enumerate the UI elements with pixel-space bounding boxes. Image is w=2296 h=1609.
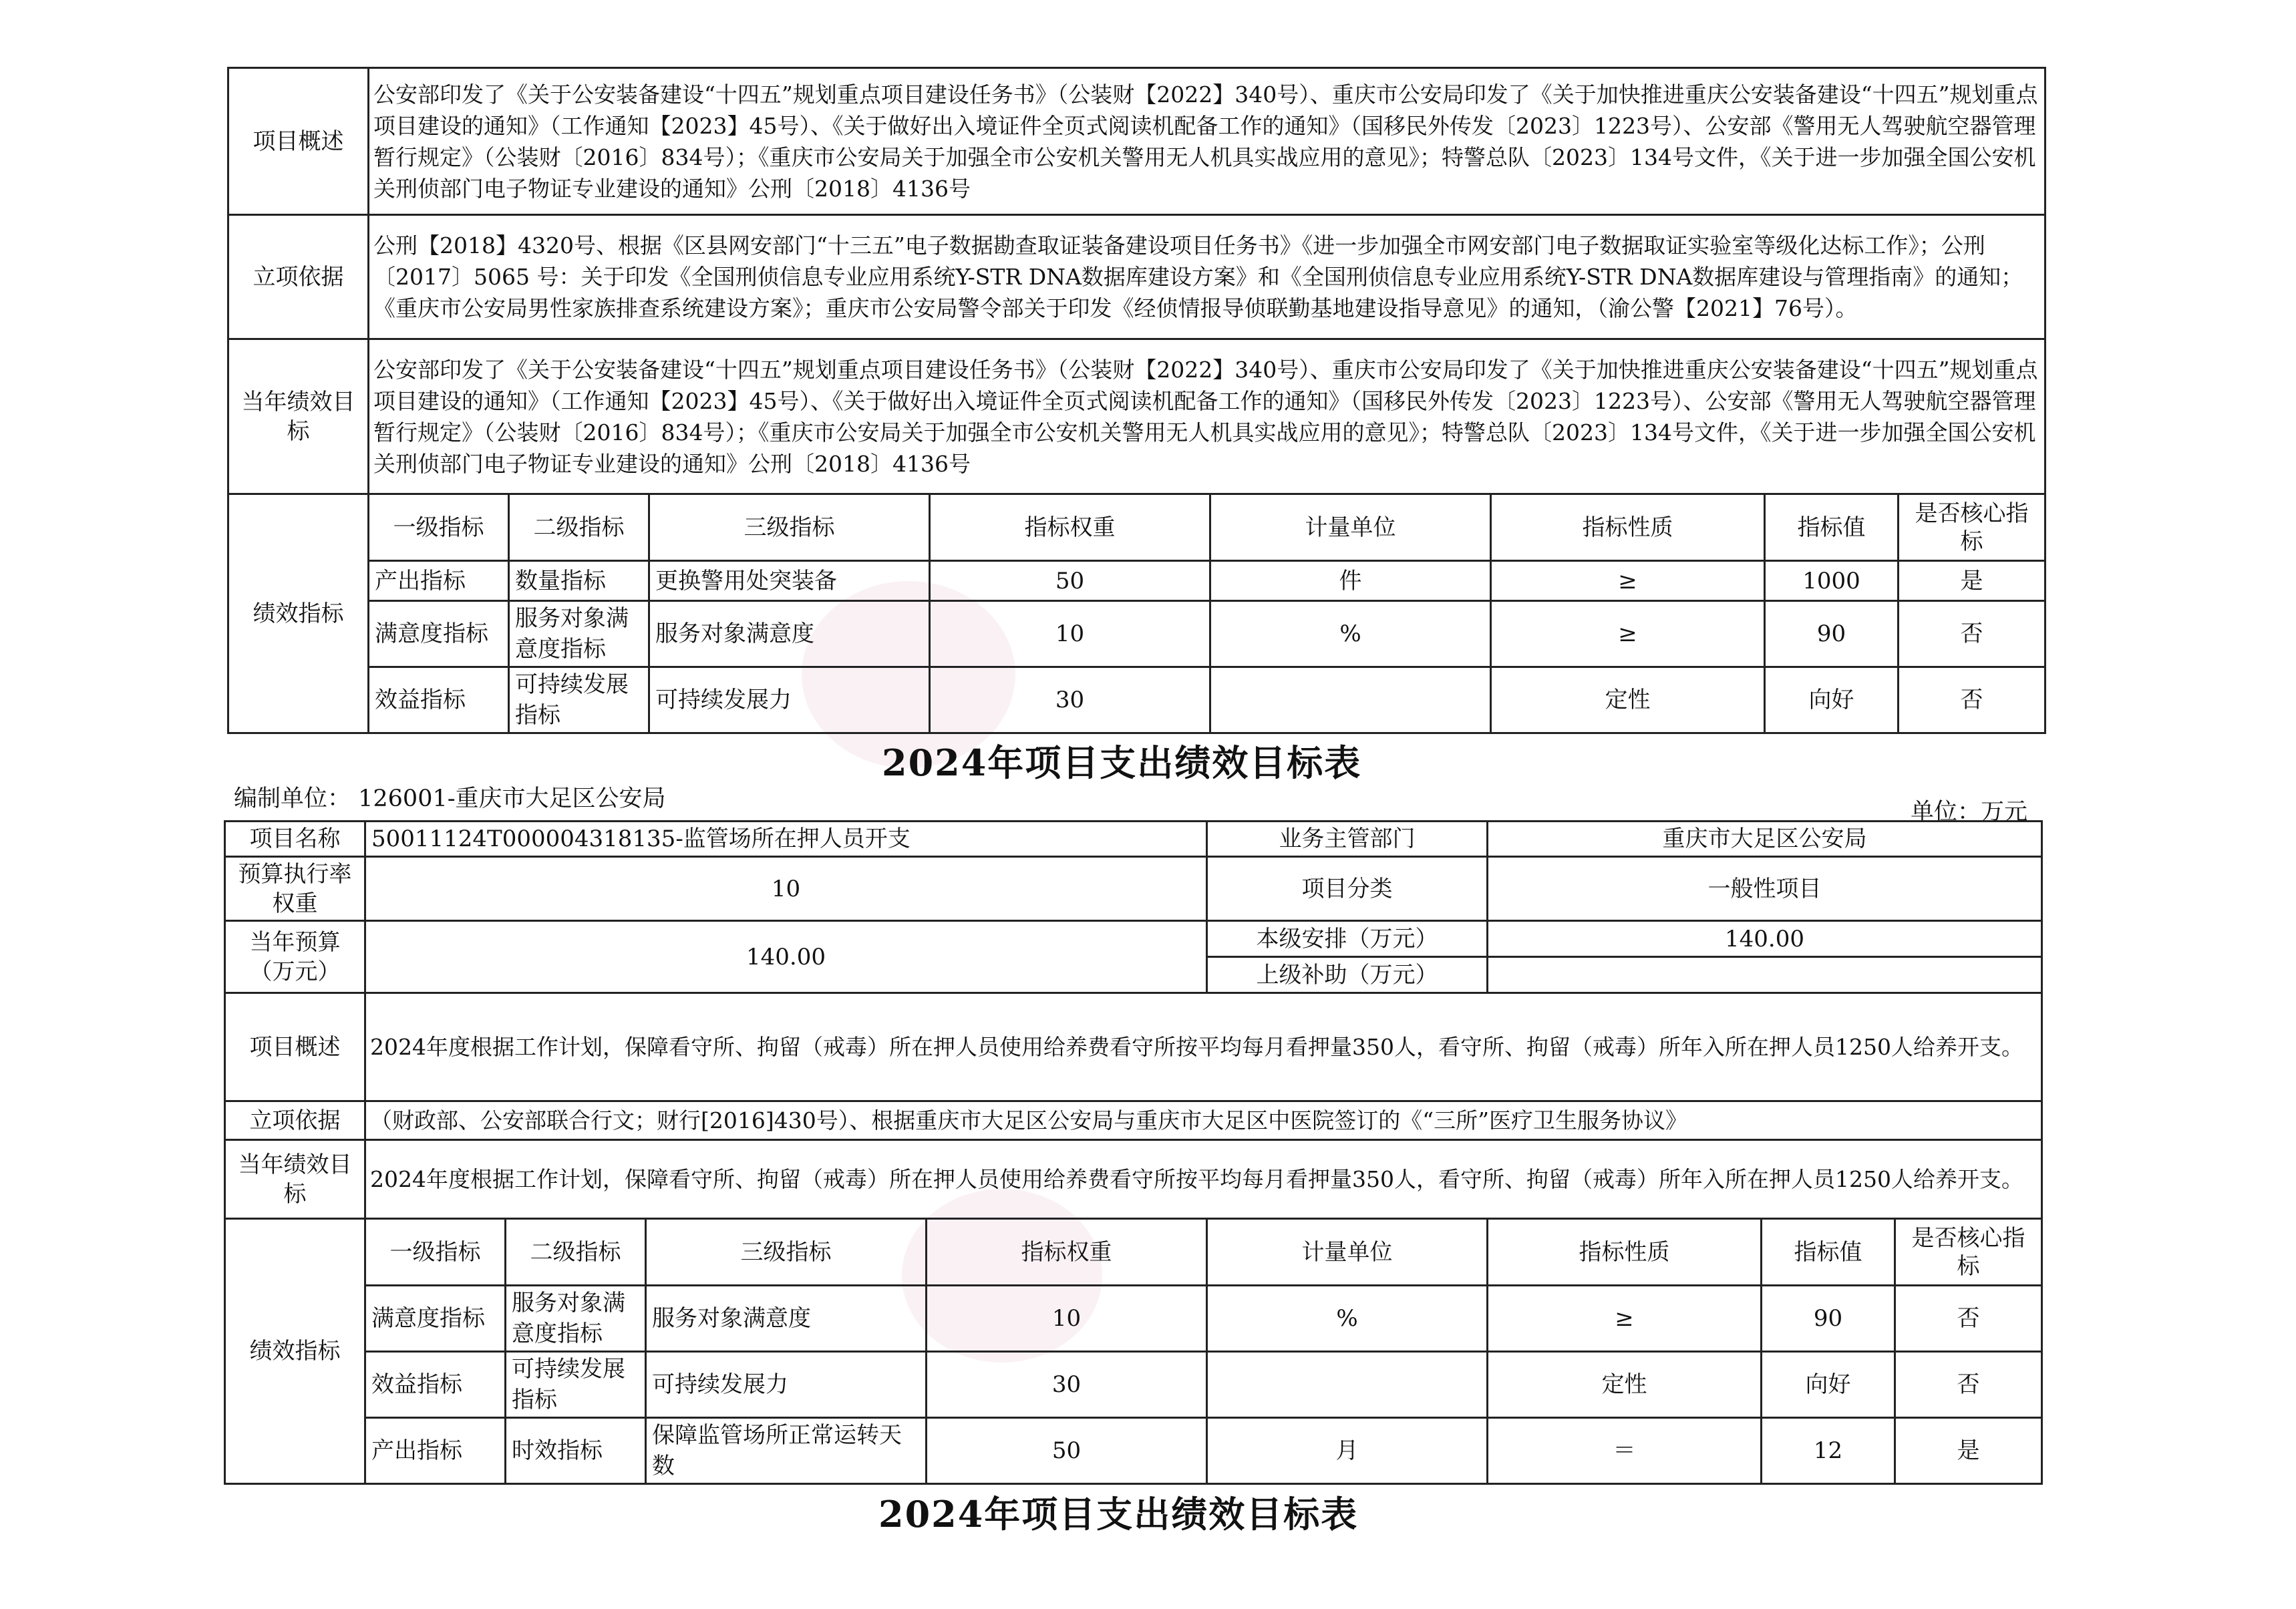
perf-label: 绩效指标 — [225, 1219, 365, 1484]
cell-value: 90 — [1765, 601, 1899, 667]
header-l3: 三级指标 — [649, 494, 930, 561]
cell-value: 向好 — [1765, 667, 1899, 733]
cell-unit — [1210, 667, 1491, 733]
header-value: 指标值 — [1762, 1219, 1895, 1286]
table-row — [225, 1286, 2042, 1352]
org-name: 编制单位： 126001-重庆市大足区公安局 — [234, 785, 666, 812]
cell-l1: 效益指标 — [365, 1352, 506, 1418]
goal-label: 当年绩效目标 — [228, 339, 369, 494]
dept-value: 重庆市大足区公安局 — [1488, 822, 2042, 857]
header-value: 指标值 — [1765, 494, 1899, 561]
basis-label: 立项依据 — [225, 1101, 365, 1140]
perf-label: 绩效指标 — [228, 494, 369, 733]
cell-weight: 30 — [930, 667, 1210, 733]
category-value: 一般性项目 — [1488, 857, 2042, 921]
cell-weight: 30 — [927, 1352, 1207, 1418]
budget-value: 140.00 — [365, 921, 1207, 993]
unit-note: 单位：万元 — [1911, 799, 2028, 826]
cell-value: 90 — [1762, 1286, 1895, 1352]
overview-text: 2024年度根据工作计划，保障看守所、拘留（戒毒）所在押人员使用给养费看守所按平均每月看押量350人，看守所、拘留（戒毒）所年入所在押人员1250人给养开支。 — [365, 993, 2042, 1101]
header-l2: 二级指标 — [506, 1219, 646, 1286]
cell-value: 向好 — [1762, 1352, 1895, 1418]
cell-core: 否 — [1899, 667, 2045, 733]
cell-core: 否 — [1895, 1352, 2042, 1418]
cell-weight: 10 — [930, 601, 1210, 667]
cell-unit — [1207, 1352, 1488, 1418]
upper-label: 上级补助（万元） — [1207, 957, 1488, 993]
header-l1: 一级指标 — [369, 494, 509, 561]
cell-l1: 产出指标 — [365, 1418, 506, 1484]
cell-nature: 定性 — [1491, 667, 1765, 733]
cell-l3: 更换警用处突装备 — [649, 561, 930, 601]
cell-l3: 服务对象满意度 — [646, 1286, 927, 1352]
header-unit: 计量单位 — [1207, 1219, 1488, 1286]
local-label: 本级安排（万元） — [1207, 921, 1488, 957]
goal-text: 公安部印发了《关于公安装备建设“十四五”规划重点项目建设任务书》（公装财【2022】340号）、重庆市公安局印发了《关于加快推进重庆公安装备建设“十四五”规划重点项目建设的通知》（工作通知【2023】45号）、《关于做好出入境证件全页式阅读机配备工作的通知》（国移民外传发〔2023〕1223号）、公安部《警用无人驾驶航空器管理暂行规定》（公装财〔2016〕834号）；《重庆市公安局关于加强全市公安机关警用无人机具实战应用的意见》；特警总队〔2023〕134号文件，《关于进一步加强全国公安机关刑侦部门电子物证专业建设的通知》公刑〔2018〕4136号 — [369, 339, 2045, 494]
cell-unit: 月 — [1207, 1418, 1488, 1484]
table-row — [225, 1352, 2042, 1418]
cell-l1: 满意度指标 — [369, 601, 509, 667]
dept-label: 业务主管部门 — [1207, 822, 1488, 857]
cell-unit: % — [1207, 1286, 1488, 1352]
project-name-value: 50011124T000004318135-监管场所在押人员开支 — [365, 822, 1207, 857]
header-core: 是否核心指标 — [1895, 1219, 2042, 1286]
page-title: 2024年项目支出绩效目标表 — [882, 741, 1362, 784]
header-weight: 指标权重 — [930, 494, 1210, 561]
page-title-bottom: 2024年项目支出绩效目标表 — [878, 1493, 1359, 1536]
rate-value: 10 — [365, 857, 1207, 921]
cell-core: 否 — [1895, 1286, 2042, 1352]
cell-l1: 产出指标 — [369, 561, 509, 601]
upper-value — [1488, 957, 2042, 993]
cell-l3: 保障监管场所正常运转天数 — [646, 1418, 927, 1484]
header-l2: 二级指标 — [509, 494, 649, 561]
cell-weight: 10 — [927, 1286, 1207, 1352]
cell-l3: 可持续发展力 — [649, 667, 930, 733]
header-l3: 三级指标 — [646, 1219, 927, 1286]
cell-l3: 服务对象满意度 — [649, 601, 930, 667]
cell-l2: 数量指标 — [509, 561, 649, 601]
cell-l2: 服务对象满意度指标 — [506, 1286, 646, 1352]
header-core: 是否核心指标 — [1899, 494, 2045, 561]
cell-nature: ＝ — [1488, 1418, 1762, 1484]
section2-table — [224, 820, 2043, 1485]
overview-text: 公安部印发了《关于公安装备建设“十四五”规划重点项目建设任务书》（公装财【2022】340号）、重庆市公安局印发了《关于加快推进重庆公安装备建设“十四五”规划重点项目建设的通知》（工作通知【2023】45号）、《关于做好出入境证件全页式阅读机配备工作的通知》（国移民外传发〔2023〕1223号）、公安部《警用无人驾驶航空器管理暂行规定》（公装财〔2016〕834号）；《重庆市公安局关于加强全市公安机关警用无人机具实战应用的意见》；特警总队〔2023〕134号文件，《关于进一步加强全国公安机关刑侦部门电子物证专业建设的通知》公刑〔2018〕4136号 — [369, 68, 2045, 215]
header-weight: 指标权重 — [927, 1219, 1207, 1286]
table-row — [228, 667, 2045, 733]
budget-label: 当年预算（万元） — [225, 921, 365, 993]
cell-nature: ≥ — [1488, 1286, 1762, 1352]
table-row — [225, 1418, 2042, 1484]
goal-text: 2024年度根据工作计划，保障看守所、拘留（戒毒）所在押人员使用给养费看守所按平均每月看押量350人，看守所、拘留（戒毒）所年入所在押人员1250人给养开支。 — [365, 1140, 2042, 1219]
cell-core: 是 — [1899, 561, 2045, 601]
project-name-label: 项目名称 — [225, 822, 365, 857]
basis-text: （财政部、公安部联合行文；财行[2016]430号）、根据重庆市大足区公安局与重庆市大足区中医院签订的《“三所”医疗卫生服务协议》 — [365, 1101, 2042, 1140]
basis-label: 立项依据 — [228, 215, 369, 339]
category-label: 项目分类 — [1207, 857, 1488, 921]
cell-l3: 可持续发展力 — [646, 1352, 927, 1418]
cell-core: 是 — [1895, 1418, 2042, 1484]
cell-unit: 件 — [1210, 561, 1491, 601]
local-value: 140.00 — [1488, 921, 2042, 957]
cell-weight: 50 — [927, 1418, 1207, 1484]
overview-label: 项目概述 — [225, 993, 365, 1101]
header-nature: 指标性质 — [1488, 1219, 1762, 1286]
cell-l2: 可持续发展指标 — [509, 667, 649, 733]
cell-nature: ≥ — [1491, 601, 1765, 667]
overview-label: 项目概述 — [228, 68, 369, 215]
header-l1: 一级指标 — [365, 1219, 506, 1286]
rate-label: 预算执行率权重 — [225, 857, 365, 921]
header-unit: 计量单位 — [1210, 494, 1491, 561]
cell-l2: 可持续发展指标 — [506, 1352, 646, 1418]
table-row — [228, 561, 2045, 601]
cell-nature: ≥ — [1491, 561, 1765, 601]
section1-table — [227, 67, 2046, 734]
header-nature: 指标性质 — [1491, 494, 1765, 561]
basis-text: 公刑【2018】4320号、根据《区县网安部门“十三五”电子数据勘查取证装备建设项目任务书》《进一步加强全市网安部门电子数据取证实验室等级化达标工作》；公刑〔2017〕5065 号：关于印发《全国刑侦信息专业应用系统Y-STR DNA数据库建设方案》和《全国刑侦信息专业应用系统Y-STR DNA数据库建设与管理指南》的通知；《重庆市公安局男性家族排查系统建设方案》；重庆市公安局警令部关于印发《经侦情报导侦联勤基地建设指导意见》的通知，（渝公警【2021】76号）。 — [369, 215, 2045, 339]
cell-value: 12 — [1762, 1418, 1895, 1484]
cell-l2: 服务对象满意度指标 — [509, 601, 649, 667]
table-row — [228, 601, 2045, 667]
cell-weight: 50 — [930, 561, 1210, 601]
goal-label: 当年绩效目标 — [225, 1140, 365, 1219]
cell-nature: 定性 — [1488, 1352, 1762, 1418]
cell-core: 否 — [1899, 601, 2045, 667]
cell-value: 1000 — [1765, 561, 1899, 601]
cell-l2: 时效指标 — [506, 1418, 646, 1484]
cell-l1: 效益指标 — [369, 667, 509, 733]
cell-unit: % — [1210, 601, 1491, 667]
cell-l1: 满意度指标 — [365, 1286, 506, 1352]
